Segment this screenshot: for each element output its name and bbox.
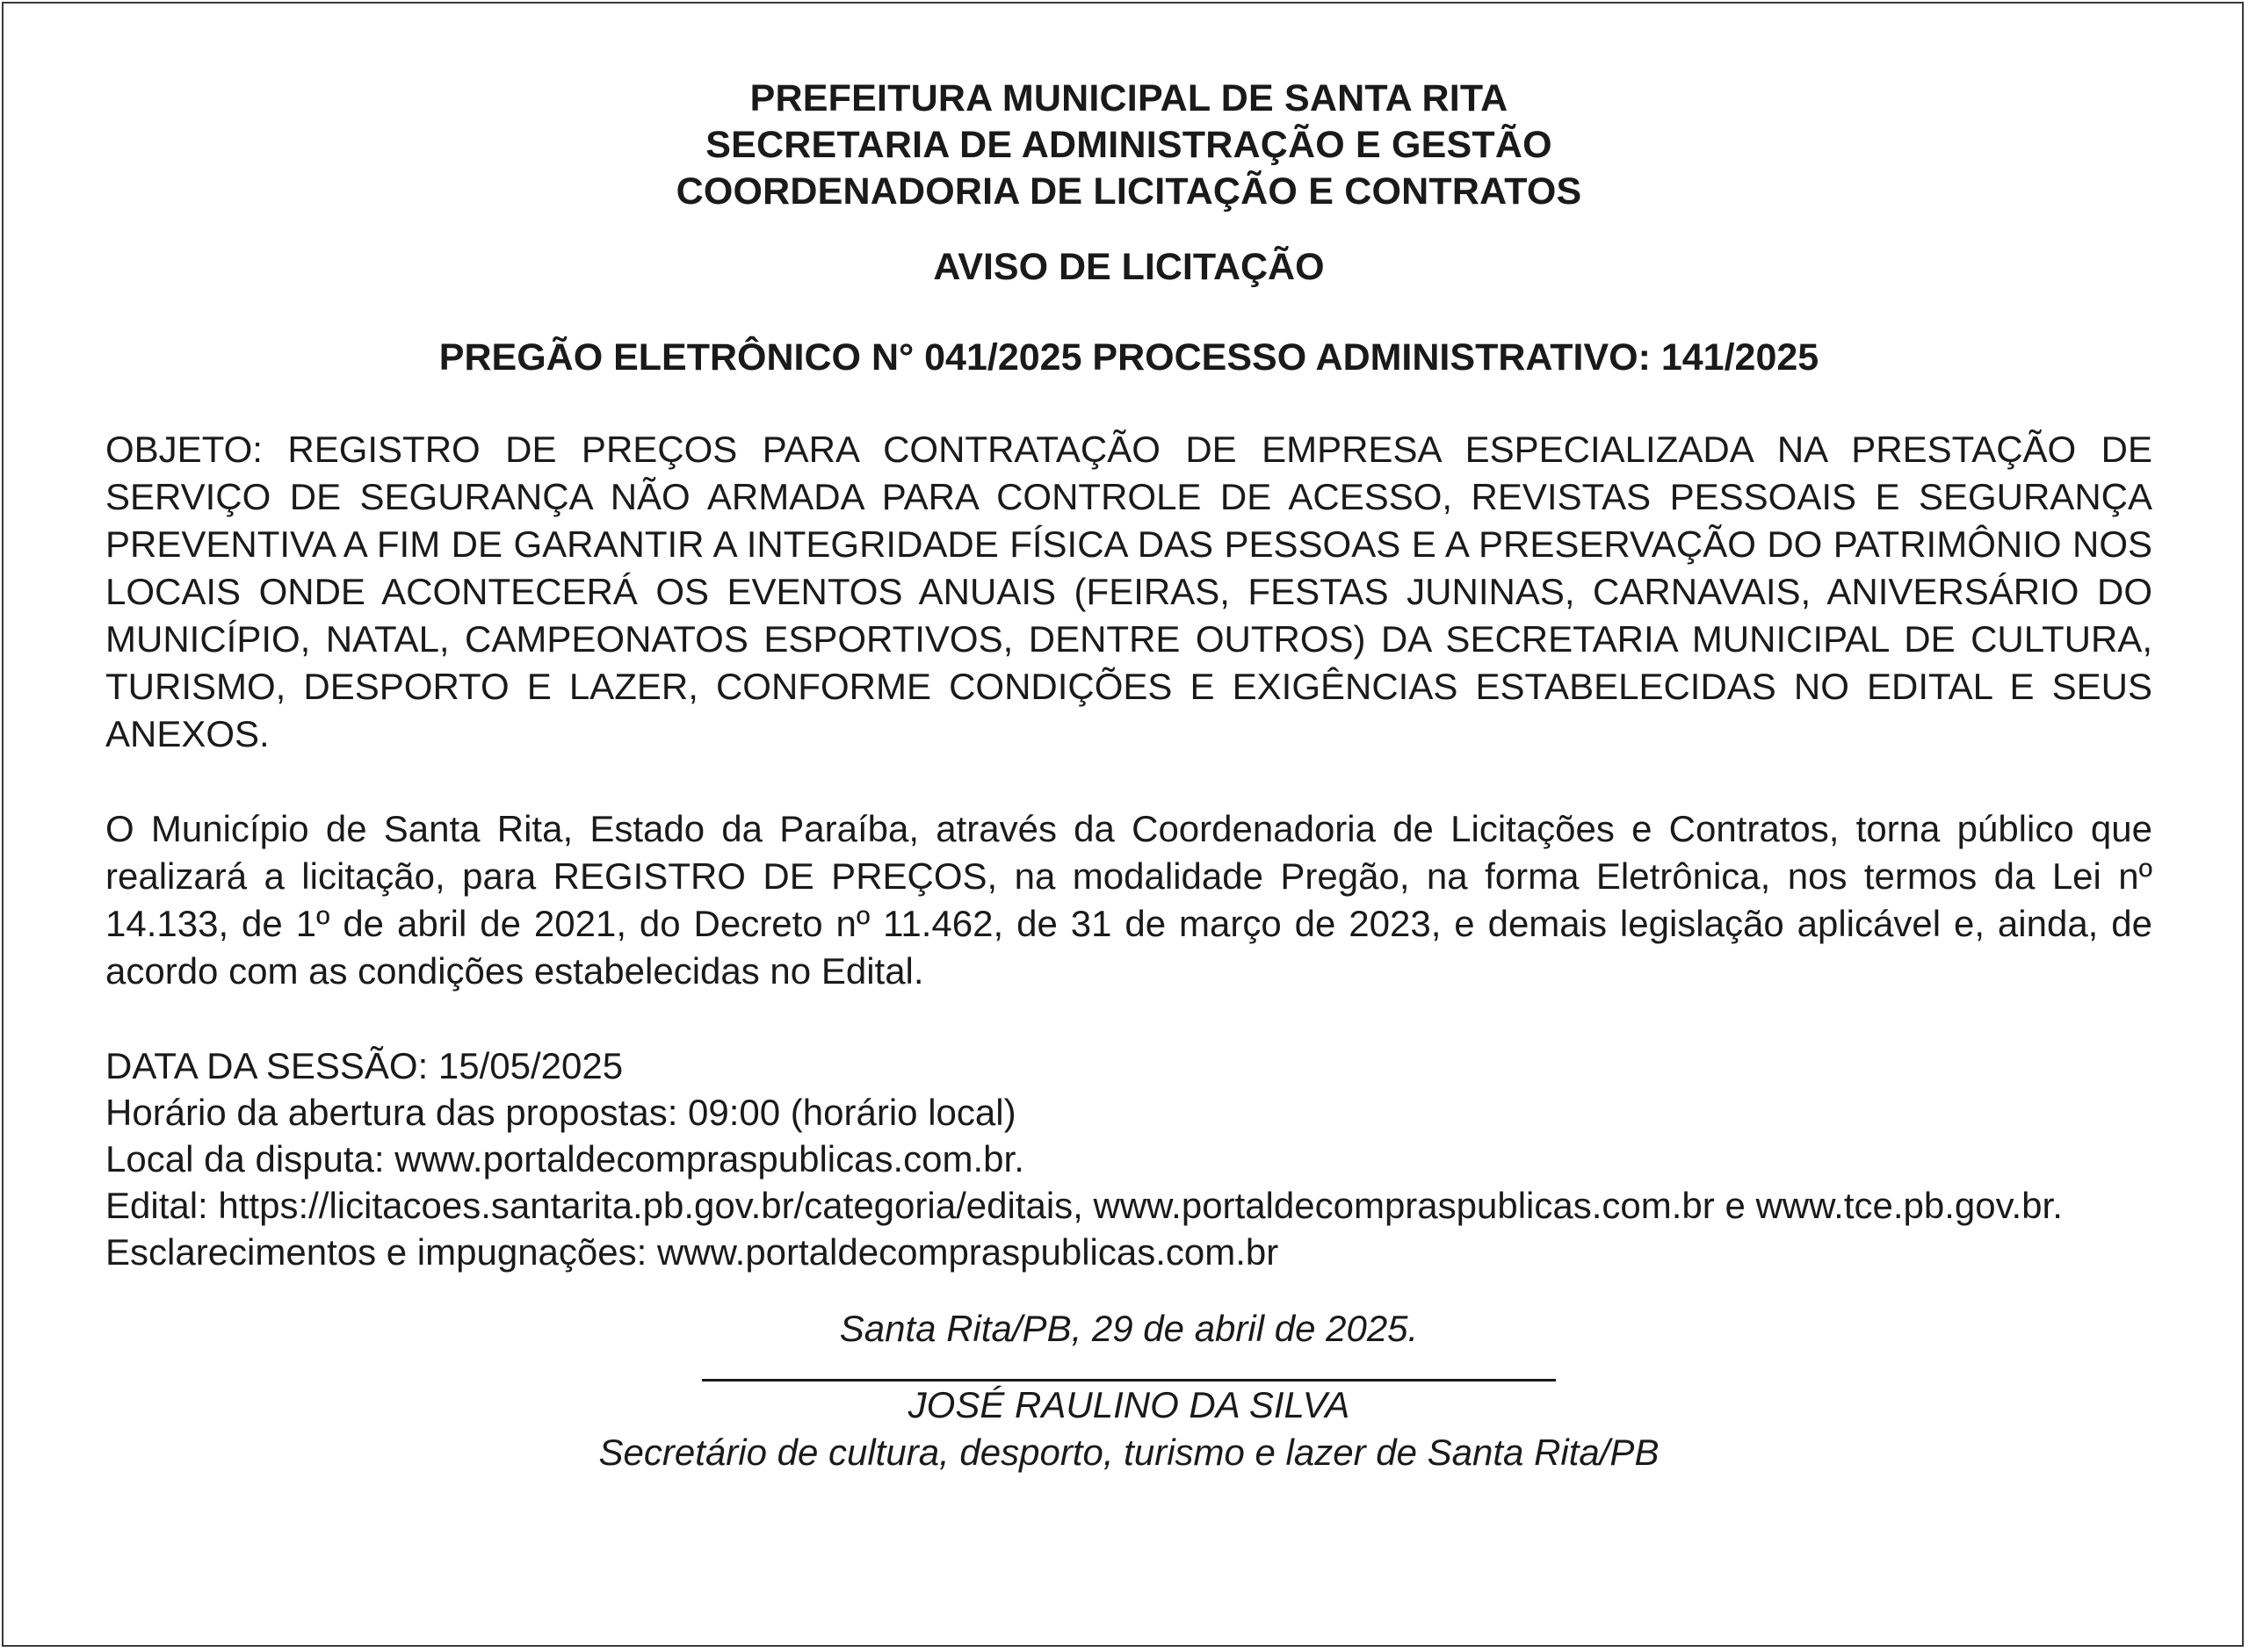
header-line-coordenadoria: COORDENADORIA DE LICITAÇÃO E CONTRATOS — [676, 170, 1582, 213]
objeto-paragraph: OBJETO: REGISTRO DE PREÇOS PARA CONTRATAÇÃO DE EMPRESA ESPECIALIZADA NA PRESTAÇÃO DE SERVIÇO DE SEGURANÇA NÃO ARMADA PARA CONTROLE DE ACESSO, REVISTAS PESSOAIS E SEGURANÇA PREVENTIVA A FIM DE GARANTIR A INTEGRIDADE FÍSICA DAS PESSOAS E A PRESERVAÇÃO DO PATRIMÔNIO NOS LOCAIS ONDE ACONTECERÁ OS EVENTOS ANUAIS (FEIRAS, FESTAS JUNINAS, CARNAVAIS, ANIVERSÁRIO DO MUNICÍPIO, NATAL, CAMPEONATOS ESPORTIVOS, DENTRE OUTROS) DA SECRETARIA MUNICIPAL DE CULTURA, TURISMO, DESPORTO E LAZER, CONFORME CONDIÇÕES E EXIGÊNCIAS ESTABELECIDAS NO EDITAL E SEUS ANEXOS. — [105, 429, 2152, 754]
signer-role: Secretário de cultura, desporto, turismo e lazer de Santa Rita/PB — [598, 1432, 1660, 1473]
opening-time: Horário da abertura das propostas: 09:00 (horário local) — [105, 1092, 1016, 1133]
clarifications-line: Esclarecimentos e impugnações: www.portaldecompraspublicas.com.br — [105, 1231, 1279, 1273]
dispute-location: Local da disputa: www.portaldecompraspublicas.com.br. — [105, 1138, 1024, 1179]
issuer-header — [105, 76, 2152, 215]
pregao-process-line: PREGÃO ELETRÔNICO N° 041/2025 PROCESSO ADMINISTRATIVO: 141/2025 — [438, 336, 1819, 379]
signer-name: JOSÉ RAULINO DA SILVA — [908, 1384, 1350, 1425]
notice-content — [105, 76, 2152, 1476]
session-details — [105, 1042, 2152, 1275]
notice-title: AVISO DE LICITAÇÃO — [933, 246, 1325, 288]
header-line-prefeitura: PREFEITURA MUNICIPAL DE SANTA RITA — [749, 77, 1508, 119]
body-paragraph: O Município de Santa Rita, Estado da Paraíba, através da Coordenadoria de Licitações e Contratos, torna público que realizará a licitação, para REGISTRO DE PREÇOS, na modalidade Pregão, na forma Eletrônica, nos termos da Lei nº 14.133, de 1º de abril de 2021, do Decreto nº 11.462, de 31 de março de 2023, e demais legislação aplicável e, ainda, de acordo com as condições estabelecidas no Edital. — [105, 808, 2152, 992]
notice-frame — [2, 2, 2244, 1647]
header-line-secretaria: SECRETARIA DE ADMINISTRAÇÃO E GESTÃO — [705, 124, 1552, 166]
session-date: DATA DA SESSÃO: 15/05/2025 — [105, 1045, 624, 1086]
edital-links: Edital: https://licitacoes.santarita.pb.gov.br/categoria/editais, www.portaldecompraspublicas.com.br e www.tce.pb.gov.br. — [105, 1185, 2063, 1226]
place-date: Santa Rita/PB, 29 de abril de 2025. — [839, 1308, 1419, 1349]
